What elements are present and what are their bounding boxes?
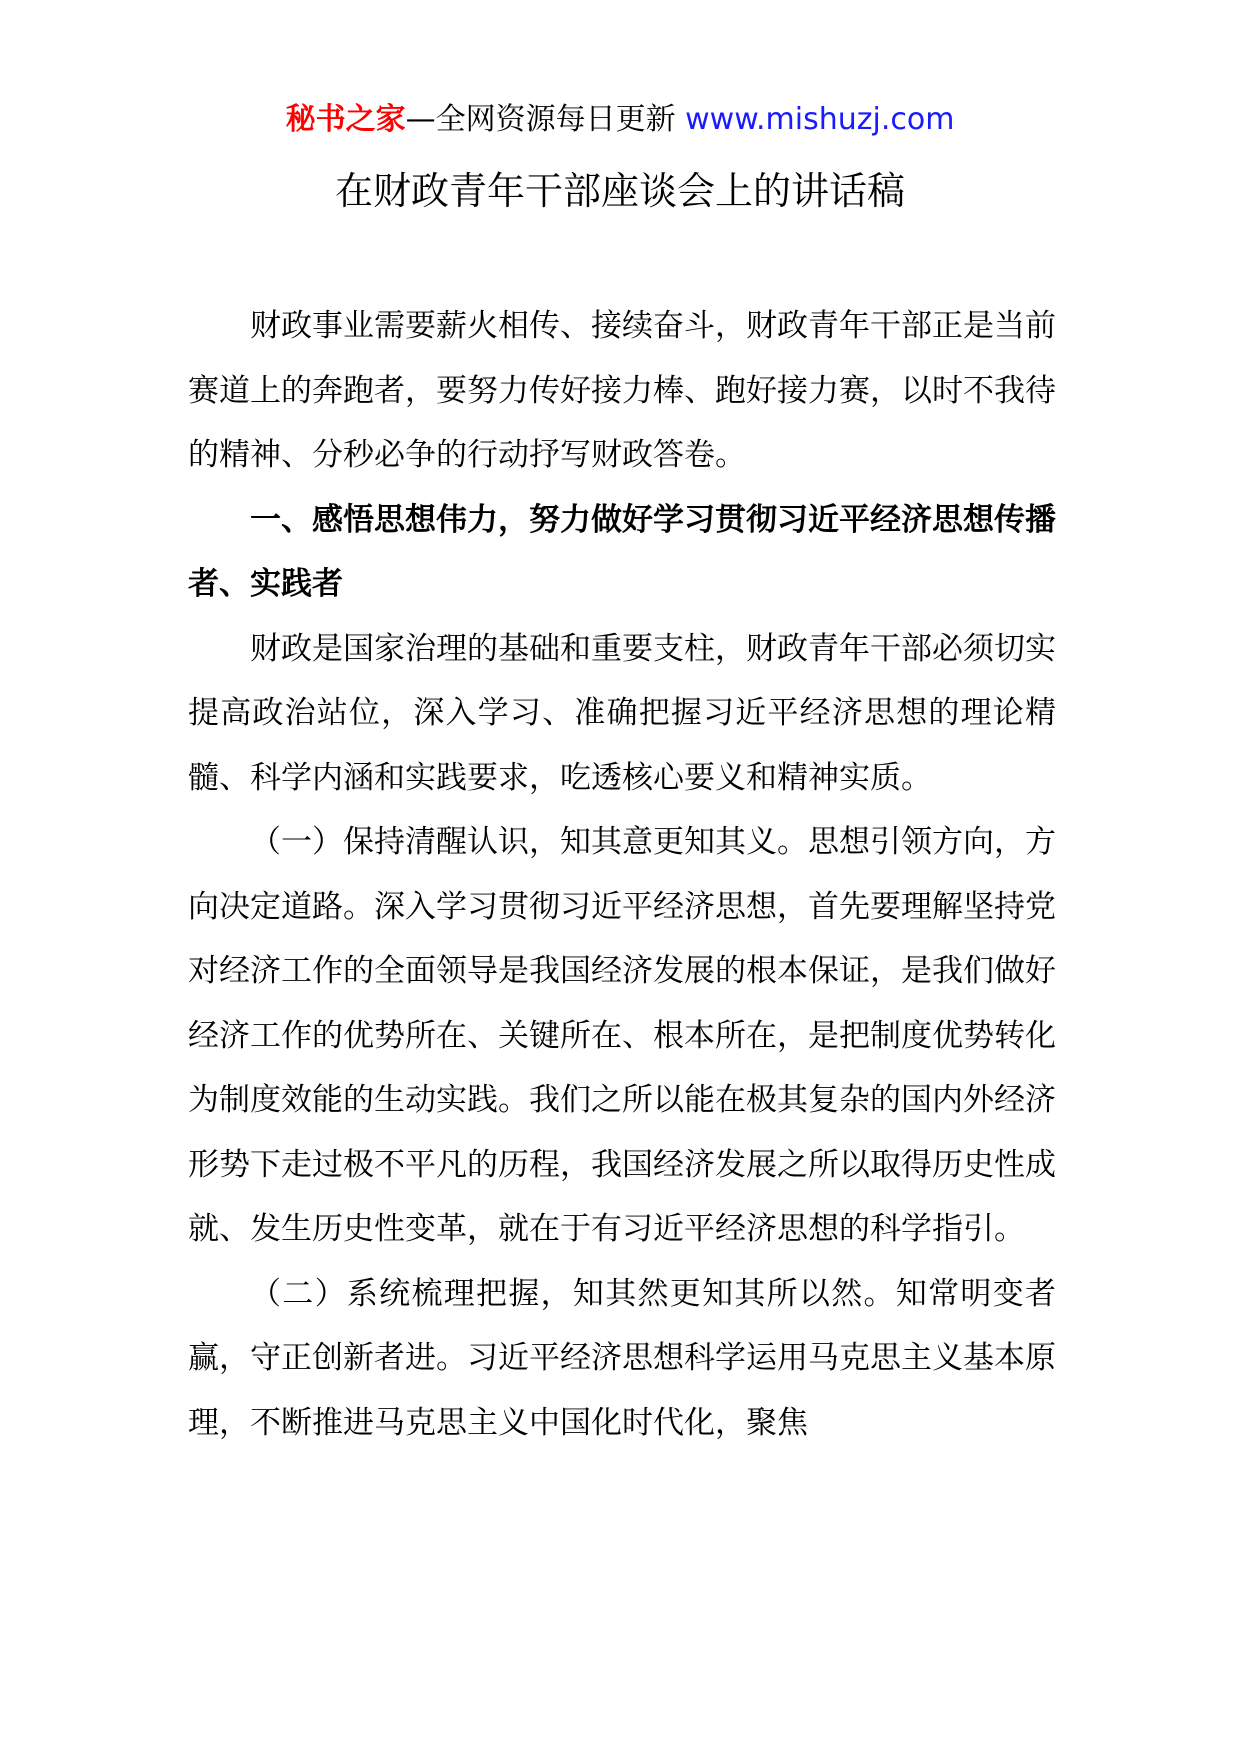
paragraph-intro: 财政事业需要薪火相传、接续奋斗，财政青年干部正是当前赛道上的奔跑者，要努力传好接力棒、跑好接力赛，以时不我待的精神、分秒必争的行动抒写财政答卷。 xyxy=(188,308,1056,473)
site-header xyxy=(0,100,1240,140)
site-name: 秘书之家 xyxy=(285,102,406,137)
site-tagline: —全网资源每日更新 xyxy=(405,102,676,137)
paragraph-subsection-1: （一）保持清醒认识，知其意更知其义。思想引领方向，方向决定道路。深入学习贯彻习近平经济思想，首先要理解坚持党对经济工作的全面领导是我国经济发展的根本保证，是我们做好经济工作的优势所在、关键所在、根本所在，是把制度优势转化为制度效能的生动实践。我们之所以能在极其复杂的国内外经济形势下走过极不平凡的历程，我国经济发展之所以取得历史性成就、发生历史性变革，就在于有习近平经济思想的科学指引。 xyxy=(188,824,1056,1247)
paragraph-section-1-intro: 财政是国家治理的基础和重要支柱，财政青年干部必须切实提高政治站位，深入学习、准确把握习近平经济思想的理论精髓、科学内涵和实践要求，吃透核心要义和精神实质。 xyxy=(188,630,1056,796)
document-body xyxy=(188,294,1056,1455)
site-url[interactable]: www.mishuzj.com xyxy=(685,102,955,137)
document-title: 在财政青年干部座谈会上的讲话稿 xyxy=(334,169,905,213)
paragraph-subsection-2: （二）系统梳理把握，知其然更知其所以然。知常明变者赢，守正创新者进。习近平经济思想科学运用马克思主义基本原理，不断推进马克思主义中国化时代化，聚焦 xyxy=(188,1275,1056,1441)
section-heading-1: 一、感悟思想伟力，努力做好学习贯彻习近平经济思想传播者、实践者 xyxy=(188,501,1056,602)
